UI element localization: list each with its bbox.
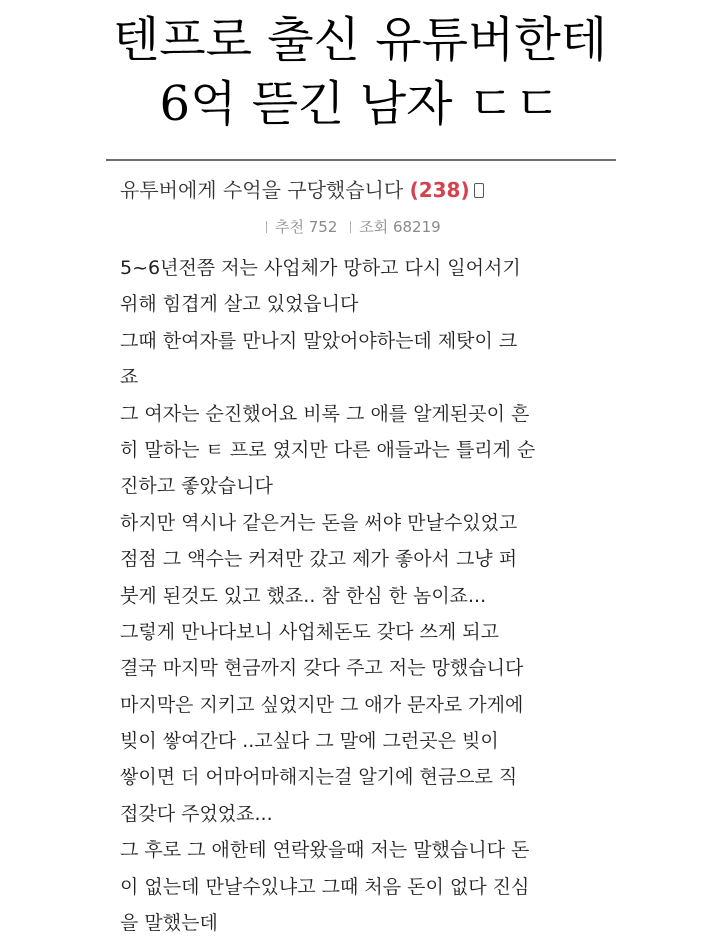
headline-line-2: 6억 뜯긴 남자 ㄷㄷ xyxy=(159,76,561,132)
body-line: 5~6년전쯤 저는 사업체가 망하고 다시 일어서기 xyxy=(120,257,521,279)
body-line: 결국 마지막 현금까지 갖다 주고 저는 망했습니다 xyxy=(120,657,524,680)
body-line: 그 여자는 순진했어요 비록 그 애를 알게된곳이 흔 xyxy=(120,402,530,425)
body-line: 그렇게 만나다보니 사업체돈도 갖다 쓰게 되고 xyxy=(120,620,499,643)
body-line: 쌓이면 더 어마어마해지는걸 알기에 현금으로 직 xyxy=(120,766,518,789)
comment-count[interactable]: (238) xyxy=(409,178,470,202)
mobile-icon xyxy=(474,183,484,198)
recommend-label: 추천 xyxy=(275,218,304,236)
headline xyxy=(0,8,720,136)
post-stats xyxy=(258,215,441,239)
divider xyxy=(106,159,616,161)
body-line: 죠 xyxy=(120,366,139,389)
body-line: 이 없는데 만날수있냐고 그때 처음 돈이 없다 진심 xyxy=(120,875,530,898)
stats-separator xyxy=(350,221,351,233)
body-line: 진하고 좋았습니다 xyxy=(120,475,273,498)
post-title[interactable] xyxy=(120,172,620,208)
body-line: 그 후로 그 애한테 연락왔을때 저는 말했습니다 돈 xyxy=(120,839,530,862)
views-count: 68219 xyxy=(392,218,441,236)
headline-line-1: 텐프로 출신 유튜버한테 xyxy=(112,12,608,68)
body-line: 접갖다 주었었죠... xyxy=(120,802,273,825)
body-line: 위해 힘겹게 살고 있었읍니다 xyxy=(120,293,359,316)
body-line: 히 말하는 ㅌ 프로 였지만 다른 애들과는 틀리게 순 xyxy=(120,438,536,461)
post-body xyxy=(120,250,600,941)
post-title-text-after: 구당했습니다 xyxy=(287,178,404,202)
body-line: 붓게 된것도 있고 했죠.. 참 한심 한 놈이죠... xyxy=(120,584,487,607)
body-line: 그때 한여자를 만나지 말았어야하는데 제탓이 크 xyxy=(120,329,518,352)
body-line: 빚이 쌓여간다 ..고싶다 그 말에 그런곳은 빚이 xyxy=(120,730,499,753)
body-line: 점점 그 액수는 커져만 갔고 제가 좋아서 그냥 퍼 xyxy=(120,548,518,571)
post-title-text: 유투버에게 수억을 xyxy=(120,178,288,202)
views-label: 조회 xyxy=(359,218,389,236)
recommend-count: 752 xyxy=(308,218,338,236)
body-line: 마지막은 지키고 싶었지만 그 애가 문자로 가게에 xyxy=(120,693,524,716)
body-line: 을 말했는데 xyxy=(120,912,218,935)
stats-separator xyxy=(266,221,267,233)
body-line: 하지만 역시나 같은거는 돈을 써야 만날수있었고 xyxy=(120,511,518,534)
